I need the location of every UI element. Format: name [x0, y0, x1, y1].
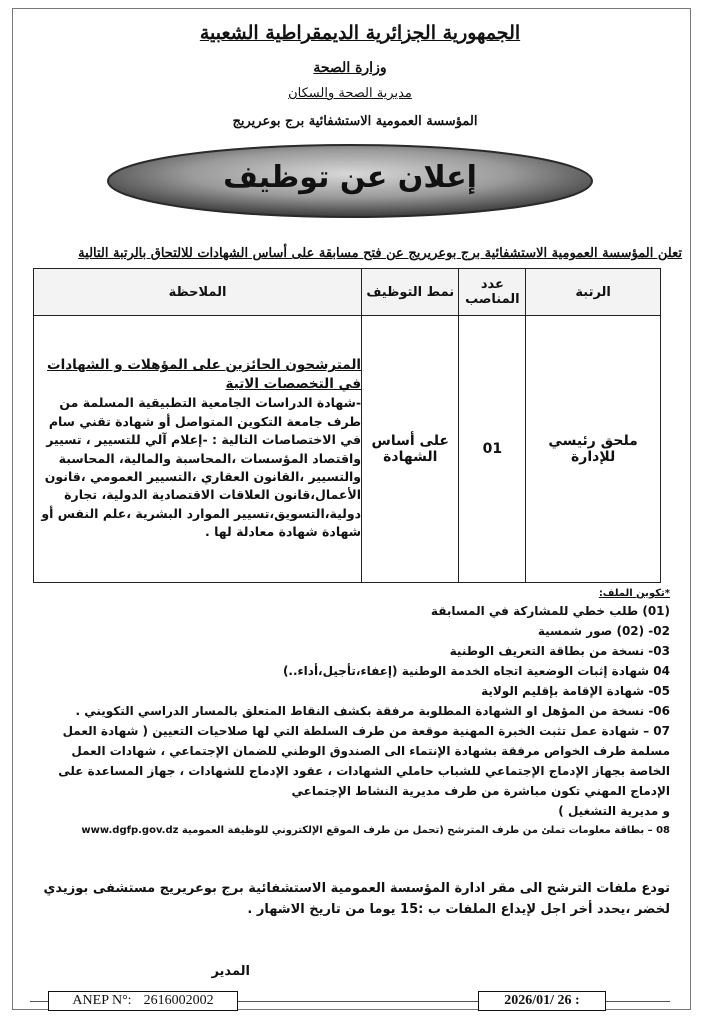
- anep-label: ANEP N°:: [72, 993, 132, 1008]
- list-item: 03- نسخة من بطاقة التعريف الوطنية: [449, 644, 670, 658]
- positions-table: [33, 268, 661, 583]
- cell-count: 01: [459, 316, 526, 583]
- list-item: 05- شهادة الإقامة بإقليم الولاية: [481, 684, 670, 698]
- list-item: 04 شهادة إثبات الوضعية اتجاه الخدمة الوطنية (إعفاء،تأجيل،أداء..): [282, 664, 670, 678]
- table-row: [34, 316, 661, 583]
- signature-title: المدير: [211, 964, 250, 979]
- intro-text: تعلن المؤسسة العمومية الاستشفائية برج بوعريريج عن فتح مسابقة على أساس الشهادات للالتحاق بالرتبة التالية: [78, 246, 682, 261]
- cell-rank: ملحق رئيسي للإدارة: [526, 316, 661, 583]
- deposit-instructions: تودع ملفات الترشح الى مقر ادارة المؤسسة العمومية الاستشفائية برج بوعريريج مستشفى بوزيدي لخضر ،يحدد أخر اجل لإيداع الملفات ب :15 يوما من تاريخ الاشهار .: [43, 881, 670, 917]
- republic-title: الجمهورية الجزائرية الديمقراطية الشعبية: [199, 22, 521, 44]
- directorate-name: مديرية الصحة والسكان: [288, 86, 412, 101]
- anep-number: 2616002002: [143, 993, 214, 1008]
- ministry-name: وزارة الصحة: [313, 60, 387, 76]
- file-title: *تكوين الملف:: [598, 588, 670, 599]
- list-item: 07 – شهادة عمل تثبت الخبرة المهنية موقعة من طرف السلطة التي لها صلاحيات التعيين ( شهادة العمل مسلمة طرف الخواص مرفقة بشهادة الإنتماء الى الصندوق الوطني للضمان الإجتماعي ، شهادات العمل الخاصة بجهاز الإدماج الإجتماعي للشباب حاملي الشهادات ، عقود الإدماج للشهادات ، جهاز المساعدة على الإدماج المهني تكون مباشرة من طرف مديرية النشاط الإجتماعي: [58, 724, 670, 798]
- notes-title: المترشحون الحائزين على المؤهلات و الشهادات في التخصصات الاتية: [47, 357, 362, 393]
- cell-notes: [34, 316, 362, 583]
- header-count: عدد المناصب: [459, 269, 526, 316]
- list-item: و مديرية التشغيل ): [558, 804, 670, 818]
- list-item: (01) طلب خطي للمشاركة في المسابقة: [430, 604, 670, 618]
- publication-date: 2026/01/ 26 :: [478, 991, 606, 1011]
- list-item: 06- نسخة من المؤهل او الشهادة المطلوبة مرفقة بكشف النقاط المتعلق بالمسار الدراسي التكويني .: [75, 704, 670, 718]
- file-requirements: [30, 588, 670, 841]
- notes-body: -شهادة الدراسات الجامعية التطبيقية المسلمة من طرف جامعة التكوين المتواصل أو شهادة تقني سام في الاختصاصات التالية : -إعلام آلي للتسيير ، تسيير واقتصاد المؤسسات ،المحاسبة والمالية، المحاسبة والتسيير ،القانون العقاري ،التسيير العمومي ،قانون الأعمال،قانون العلاقات الاقتصادية الدولية، تجارة دولية،التسويق،تسيير الموارد البشرية ،علم النفس أو شهادة شهادة معادلة لها .: [41, 395, 362, 540]
- list-item: 02- (02) صور شمسية: [537, 624, 670, 638]
- table-header-row: [34, 269, 661, 316]
- header-rank: الرتبة: [526, 269, 661, 316]
- header-notes: الملاحظة: [34, 269, 362, 316]
- announcement-title: إعلان عن توظيف: [223, 160, 477, 195]
- anep-reference: [48, 991, 238, 1011]
- header-mode: نمط التوظيف: [362, 269, 459, 316]
- cell-mode: على أساس الشهادة: [362, 316, 459, 583]
- institution-name: المؤسسة العمومية الاستشفائية برج بوعريريج: [232, 114, 478, 129]
- list-item: 08 – بطاقة معلومات تملئ من طرف المترشح (تحمل من طرف الموقع الإلكتروني للوظيفة العمومية www.dgfp.gov.dz: [81, 825, 670, 836]
